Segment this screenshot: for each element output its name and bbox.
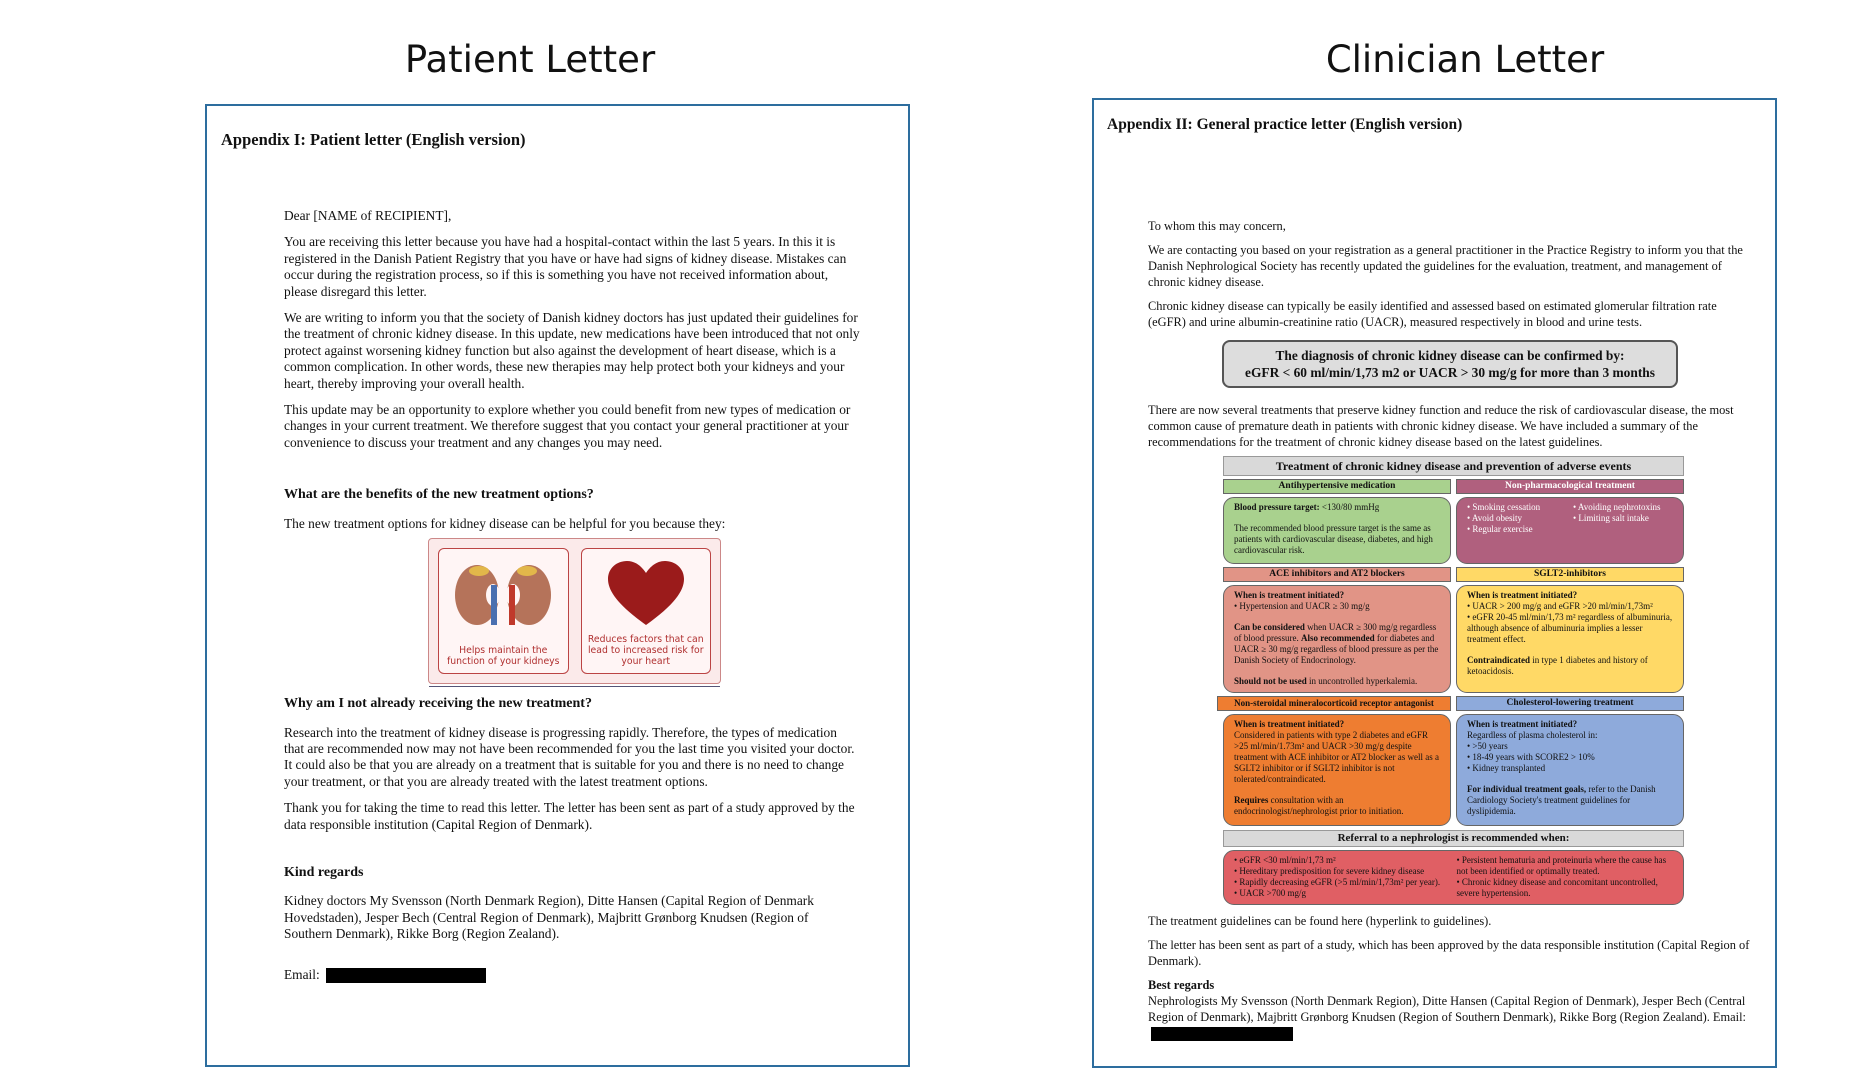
list-item: • Hypertension and UACR ≥ 30 mg/g <box>1234 601 1440 612</box>
list-item: • Avoiding nephrotoxins <box>1573 502 1673 513</box>
list-item: • Hereditary predisposition for severe kidney disease <box>1234 866 1451 877</box>
list-item: • Regular exercise <box>1467 524 1567 535</box>
bp-target-label: Blood pressure target: <box>1234 502 1320 512</box>
bp-target-text: The recommended blood pressure target is the same as patients with cardiovascular disease, diabetes, and high cardiovascular risk. <box>1234 523 1433 555</box>
paragraph: We are writing to inform you that the society of Danish kidney doctors has just updated their guidelines for the treatment of chronic kidney disease. In this update, new medications have been introduced that not only protect against worsening kidney function but also against the development of heart disease, which is a common complication. In other words, these new therapies may help protect both your kidneys and your heart, thereby improving your overall health. <box>284 310 860 391</box>
redacted-email <box>326 968 486 983</box>
emphasis: Can be considered <box>1234 622 1305 632</box>
ace-inhibitors-header: ACE inhibitors and AT2 blockers <box>1223 567 1451 582</box>
nonpharmacological-header: Non-pharmacological treatment <box>1456 479 1684 494</box>
paragraph: Thank you for taking the time to read this letter. The letter has been sent as part of a study approved by the data responsible institution (Capital Region of Denmark). <box>284 800 855 832</box>
patient-letter-heading: Patient Letter <box>404 38 656 81</box>
clinician-letter-heading: Clinician Letter <box>1325 38 1605 81</box>
cholesterol-header: Cholesterol-lowering treatment <box>1456 696 1684 711</box>
clinician-letter-body <box>1148 218 1752 1041</box>
list-item: • Kidney transplanted <box>1467 763 1673 774</box>
list-item: • UACR >700 mg/g <box>1234 888 1451 899</box>
mra-header: Non-steroidal mineralocorticoid receptor antagonist <box>1217 696 1451 711</box>
sign-off: Kind regards <box>284 864 364 880</box>
mra-cell <box>1223 714 1451 826</box>
nonpharmacological-cell <box>1456 497 1684 564</box>
list-item: • >50 years <box>1467 741 1673 752</box>
benefits-illustration <box>428 538 721 684</box>
paragraph: The letter has been sent as part of a study, which has been approved by the data responsible institution (Capital Region of Denmark). <box>1148 938 1750 968</box>
list-item: • UACR > 200 mg/g and eGFR >20 ml/min/1,73m² <box>1467 601 1673 612</box>
heart-benefit-card <box>581 548 712 674</box>
paragraph: You are receiving this letter because you have had a hospital-contact within the last 5 years. In this it is registered in the Danish Patient Registry that you have or have had signs of kidney disease. Mistakes can occur during the registration process, so if this is something you have not received information about, please disregard this letter. <box>284 234 847 299</box>
cell-question: When is treatment initiated? <box>1234 590 1345 600</box>
diagnosis-box <box>1222 340 1678 388</box>
table-title: Treatment of chronic kidney disease and prevention of adverse events <box>1223 456 1684 476</box>
cell-text: Regardless of plasma cholesterol in: <box>1467 730 1598 740</box>
treatment-summary-table <box>1223 456 1684 905</box>
guidelines-link-line: The treatment guidelines can be found here (hyperlink to guidelines). <box>1148 914 1492 928</box>
cell-text: in uncontrolled hyperkalemia. <box>1306 676 1418 686</box>
email-line <box>284 967 860 983</box>
cell-text: in type 1 diabetes and history of ketoacidosis. <box>1467 655 1648 676</box>
clinician-letter-header: Appendix II: General practice letter (English version) <box>1107 116 1463 133</box>
patient-letter-page <box>205 104 910 1067</box>
antihypertensive-cell <box>1223 497 1451 564</box>
cell-text: refer to the Danish Cardiology Society's treatment guidelines for dyslipidemia. <box>1467 784 1656 816</box>
list-item: • Persistent hematuria and proteinuria where the cause has not been identified or optimally treated. <box>1457 855 1674 877</box>
list-item: • Avoid obesity <box>1467 513 1567 524</box>
emphasis: Also recommended <box>1301 633 1375 643</box>
ace-inhibitors-cell <box>1223 585 1451 693</box>
cell-text: for diabetes and UACR ≥ 30 mg/g regardless of blood pressure as per the Danish Society of Endocrinology. <box>1234 633 1439 665</box>
sign-off: Best regards <box>1148 978 1215 992</box>
kidney-benefit-caption: Helps maintain the function of your kidneys <box>446 645 560 668</box>
list-item: • Chronic kidney disease and concomitant uncontrolled, severe hypertension. <box>1457 877 1674 899</box>
emphasis: Contraindicated <box>1467 655 1530 665</box>
bp-target-value: <130/80 mmHg <box>1319 502 1380 512</box>
cell-text: when UACR ≥ 300 mg/g regardless of blood pressure. <box>1234 622 1437 643</box>
cell-text: Considered in patients with type 2 diabetes and eGFR >25 ml/min/1.73m² and UACR >30 mg/g despite treatment with ACE inhibitor or AT2 blocker as well as a SGLT2 inhibitor or if SGLT2 inhibitor is not tolerated/contraindicated. <box>1234 730 1439 784</box>
list-item: • Smoking cessation <box>1467 502 1567 513</box>
greeting: Dear [NAME of RECIPIENT], <box>284 208 452 223</box>
heart-benefit-caption: Reduces factors that can lead to increased risk for your heart <box>587 634 704 668</box>
antihypertensive-header: Antihypertensive medication <box>1223 479 1451 494</box>
email-label: Email: <box>284 966 320 982</box>
emphasis: For individual treatment goals, <box>1467 784 1587 794</box>
section-heading: Why am I not already receiving the new treatment? <box>284 696 592 712</box>
paragraph: We are contacting you based on your registration as a general practitioner in the Practice Registry to inform you that the Danish Nephrological Society has recently updated the guidelines for the evaluation, treatment, and management of chronic kidney disease. <box>1148 243 1743 289</box>
list-item: • Limiting salt intake <box>1573 513 1673 524</box>
list-item: • eGFR <30 ml/min/1,73 m² <box>1234 855 1451 866</box>
signers-line <box>1148 993 1752 1041</box>
paragraph: There are now several treatments that preserve kidney function and reduce the risk of cardiovascular disease, the most common cause of premature death in patients with chronic kidney disease. We have included a summary of the recommendations for the treatment of chronic kidney disease based on the latest guidelines. <box>1148 403 1734 449</box>
signers: Nephrologists My Svensson (North Denmark Region), Ditte Hansen (Capital Region of Denmark), Jesper Bech (Central Region of Denmark), Majbritt Grønborg Knudsen (Region of Southern Denmark), Rikke Borg (Region Zealand). Email: <box>1148 994 1746 1024</box>
paragraph: Chronic kidney disease can typically be easily identified and assessed based on estimated glomerular filtration rate (eGFR) and urine albumin-creatinine ratio (UACR), measured respectively in blood and urine tests. <box>1148 299 1717 329</box>
cell-question: When is treatment initiated? <box>1467 719 1578 729</box>
patient-letter-body <box>284 208 860 993</box>
cholesterol-cell <box>1456 714 1684 826</box>
signers: Kidney doctors My Svensson (North Denmark Region), Ditte Hansen (Capital Region of Denmark Hovedstaden), Jesper Bech (Central Region of Denmark), Majbritt Grønborg Knudsen (Region of Southern Denmark), Rikke Borg (Region Zealand). <box>284 893 814 942</box>
section-heading: What are the benefits of the new treatment options? <box>284 487 594 503</box>
patient-letter-header: Appendix I: Patient letter (English version) <box>221 130 526 149</box>
clinician-letter-page <box>1092 98 1777 1068</box>
paragraph: The new treatment options for kidney disease can be helpful for you because they: <box>284 515 726 531</box>
redacted-email <box>1151 1027 1293 1041</box>
cell-question: When is treatment initiated? <box>1467 590 1578 600</box>
paragraph: This update may be an opportunity to explore whether you could benefit from new types of medication or changes in your current treatment. We therefore suggest that you contact your general practitioner at your convenience to discuss your treatment and any changes you may need. <box>284 402 851 450</box>
emphasis: Requires <box>1234 795 1269 805</box>
emphasis: Should not be used <box>1234 676 1307 686</box>
referral-cell <box>1223 850 1684 905</box>
diagnosis-criteria: eGFR < 60 ml/min/1,73 m2 or UACR > 30 mg/g for more than 3 months <box>1245 365 1655 380</box>
list-item: • Rapidly decreasing eGFR (>5 ml/min/1,73m² per year). <box>1234 877 1451 888</box>
sglt2-header: SGLT2-inhibitors <box>1456 567 1684 582</box>
kidney-benefit-card <box>438 548 569 674</box>
cell-question: When is treatment initiated? <box>1234 719 1345 729</box>
greeting: To whom this may concern, <box>1148 219 1286 233</box>
heart-icon <box>608 561 684 627</box>
kidneys-icon <box>447 561 559 629</box>
diagnosis-line: The diagnosis of chronic kidney disease can be confirmed by: <box>1275 348 1625 363</box>
list-item: • eGFR 20-45 ml/min/1,73 m² regardless of albuminuria, although absence of albuminuria implies a lesser treatment effect. <box>1467 612 1673 645</box>
list-item: • 18-49 years with SCORE2 > 10% <box>1467 752 1673 763</box>
sglt2-cell <box>1456 585 1684 693</box>
paragraph: Research into the treatment of kidney disease is progressing rapidly. Therefore, the types of medication that are recommended now may not have been recommended for you the last time you visited your doctor. It could also be that you are already on a treatment that is suitable for you and there is no need to change your treatment, or that you are already treated with the latest treatment options. <box>284 724 855 789</box>
cell-text: consultation with an endocrinologist/nephrologist prior to initiation. <box>1234 795 1404 816</box>
referral-header: Referral to a nephrologist is recommended when: <box>1223 830 1684 847</box>
